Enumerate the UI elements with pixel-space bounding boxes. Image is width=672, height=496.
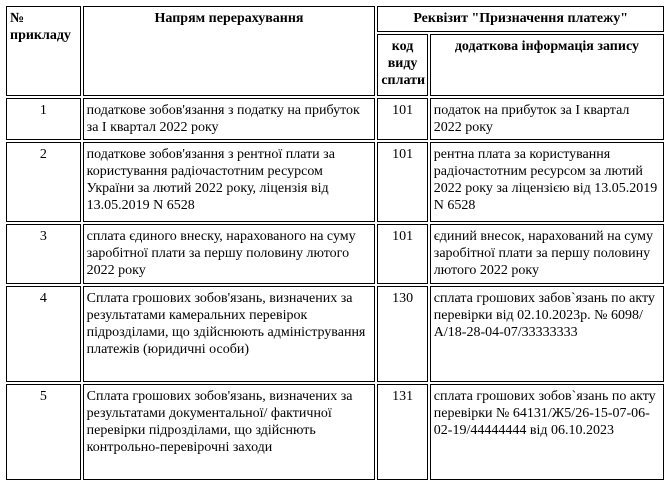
row-number: 1 — [6, 98, 81, 140]
header-payment-code: код виду сплати — [377, 34, 427, 96]
row-number: 3 — [6, 224, 81, 284]
row-info: сплата грошових зобов`язань по акту перевірки № 64131/Ж5/26-15-07-06-02-19/44444444 від 06.10.2023 — [430, 384, 664, 480]
row-code: 101 — [377, 224, 427, 284]
row-direction: податкове зобов'язання з рентної плати за користування радіочастотним ресурсом України за лютий 2022 року, ліцензія від 13.05.2019 N 6528 — [83, 142, 376, 222]
table-row — [6, 286, 664, 382]
header-additional-info: додаткова інформація запису — [430, 34, 664, 96]
row-code: 101 — [377, 98, 427, 140]
row-info: єдиний внесок, нарахований на суму заробітної плати за першу половину лютого 2022 року — [430, 224, 664, 284]
row-direction: Сплата грошових зобов'язань, визначених за результатами документальної/ фактичної перевірки підрозділами, що здійснють контрольно-перевірочні заходи — [83, 384, 376, 480]
header-payment-purpose: Реквізит "Призначення платежу" — [377, 6, 664, 32]
row-info: податок на прибуток за I квартал 2022 року — [430, 98, 664, 140]
header-example-number: № прикладу — [6, 6, 81, 96]
table-row — [6, 98, 664, 140]
table-row — [6, 142, 664, 222]
row-info: рентна плата за користування радіочастотним ресурсом за лютий 2022 року за ліцензією від 13.05.2019 N 6528 — [430, 142, 664, 222]
row-number: 2 — [6, 142, 81, 222]
row-number: 5 — [6, 384, 81, 480]
table-row — [6, 384, 664, 480]
row-direction: сплата єдиного внеску, нарахованого на суму заробітної плати за першу половину лютого 2022 року — [83, 224, 376, 284]
row-direction: Сплата грошових зобов'язань, визначених за результатами камеральних перевірок підрозділами, що здійснюють адміністрування платежів (юридичні особи) — [83, 286, 376, 382]
row-direction: податкове зобов'язання з податку на прибуток за I квартал 2022 року — [83, 98, 376, 140]
table-row — [6, 224, 664, 284]
row-code: 131 — [377, 384, 427, 480]
row-info: сплата грошових забов`язань по акту перевірки від 02.10.2023р. № 6098/А/18-28-04-07/33333333 — [430, 286, 664, 382]
row-code: 130 — [377, 286, 427, 382]
row-code: 101 — [377, 142, 427, 222]
row-number: 4 — [6, 286, 81, 382]
payment-purpose-table — [4, 4, 666, 482]
header-direction: Напрям перерахування — [83, 6, 376, 96]
